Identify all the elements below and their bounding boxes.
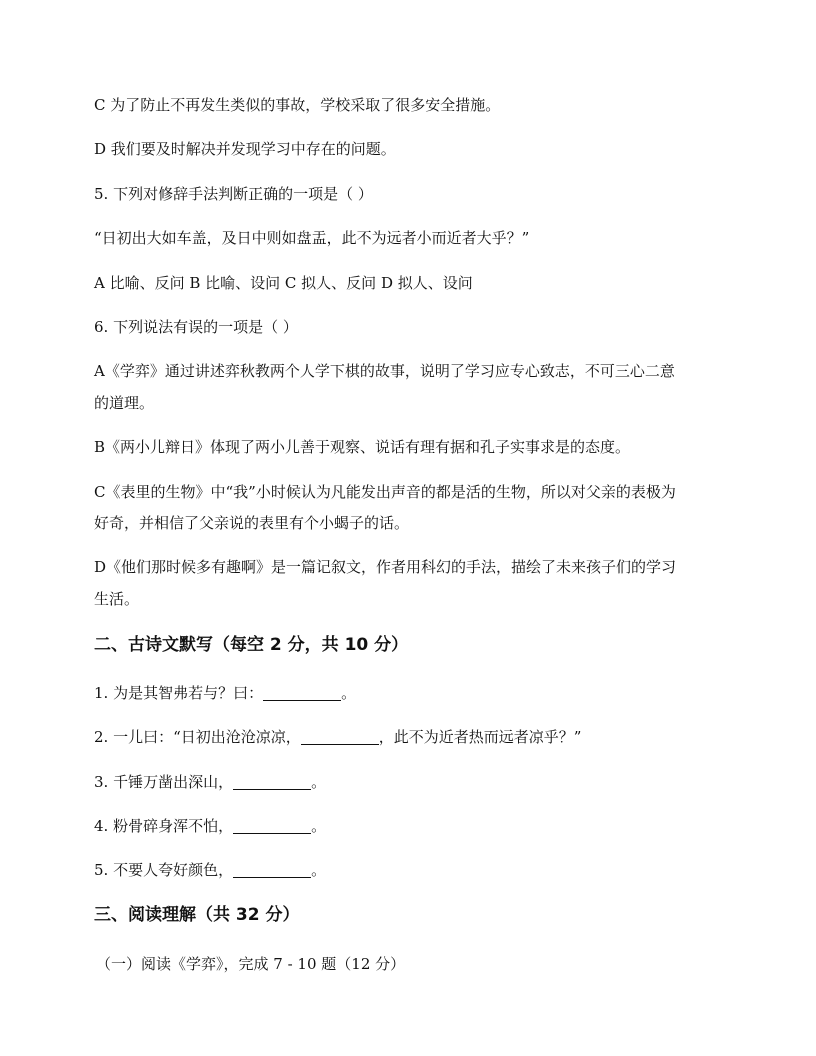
fill-item-5 [94, 854, 734, 886]
q5-quote: “日初出大如车盖，及日中则如盘盂，此不为远者小而近者大乎？” [94, 229, 530, 247]
fill-item-5-text: 5. 不要人夸好颜色， [94, 861, 234, 879]
fill-item-4 [94, 810, 734, 842]
fill-item-4-end: 。 [311, 817, 327, 835]
q6-option-c-line2: 好奇，并相信了父亲说的表里有个小蝎子的话。 [94, 514, 410, 532]
fill-item-3 [94, 766, 734, 798]
section2-heading: 二、古诗文默写（每空 2 分，共 10 分） [94, 635, 409, 655]
q6-option-c-line1: C《表里的生物》中“我”小时候认为凡能发出声音的都是活的生物，所以对父亲的表极为 [94, 483, 676, 501]
fill-item-3-end: 。 [311, 773, 327, 791]
answer-blank-4[interactable] [233, 817, 311, 834]
q5-stem: 5. 下列对修辞手法判断正确的一项是（ ） [94, 185, 373, 203]
q5-options: A 比喻、反问 B 比喻、设问 C 拟人、反问 D 拟人、设问 [94, 274, 473, 292]
fill-item-2-text: 2. 一儿曰：“日初出沧沧凉凉， [94, 728, 301, 746]
fill-item-3-text: 3. 千锤万凿出深山， [94, 773, 234, 791]
fill-item-4-text: 4. 粉骨碎身浑不怕， [94, 817, 234, 835]
q6-stem: 6. 下列说法有误的一项是（ ） [94, 318, 298, 336]
q6-option-a-line2: 的道理。 [94, 394, 155, 412]
answer-blank-1[interactable] [263, 684, 341, 701]
q4-option-d: D 我们要及时解决并发现学习中存在的问题。 [94, 140, 396, 158]
fill-item-5-end: 。 [311, 861, 327, 879]
section3-sub1: （一）阅读《学弈》，完成 7 - 10 题（12 分） [96, 955, 406, 973]
answer-blank-2[interactable] [301, 728, 379, 745]
fill-item-2 [94, 721, 734, 753]
q6-option-d-line1: D《他们那时候多有趣啊》是一篇记叙文，作者用科幻的手法，描绘了未来孩子们的学习 [94, 558, 677, 576]
answer-blank-5[interactable] [233, 861, 311, 878]
fill-item-2-end: ，此不为近者热而远者凉乎？” [378, 728, 582, 746]
fill-item-1 [94, 677, 734, 709]
fill-item-1-text: 1. 为是其智弗若与？曰： [94, 684, 264, 702]
section3-heading: 三、阅读理解（共 32 分） [94, 905, 300, 925]
q6-option-d-line2: 生活。 [94, 590, 140, 608]
answer-blank-3[interactable] [233, 773, 311, 790]
q4-option-c: C 为了防止不再发生类似的事故，学校采取了很多安全措施。 [94, 96, 501, 114]
q6-option-a-line1: A《学弈》通过讲述弈秋教两个人学下棋的故事，说明了学习应专心致志，不可三心二意 [94, 362, 675, 380]
fill-item-1-end: 。 [341, 684, 357, 702]
q6-option-b: B《两小儿辩日》体现了两小儿善于观察、说话有理有据和孔子实事求是的态度。 [94, 438, 631, 456]
